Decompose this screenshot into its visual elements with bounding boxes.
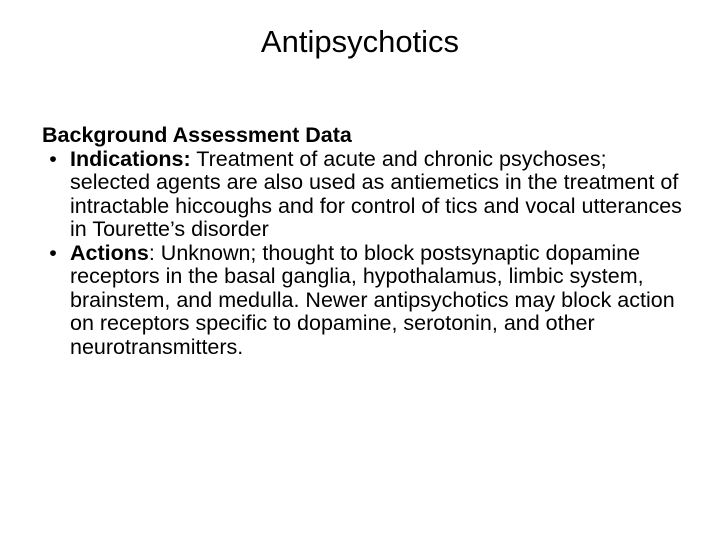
slide-content (42, 124, 682, 359)
bullet-icon: • (49, 146, 57, 171)
bullet-icon: • (49, 240, 57, 265)
bullet-indications (42, 148, 682, 242)
bullet-term: Indications: (70, 146, 191, 171)
bullet-text: : Unknown; thought to block postsynaptic dopamine receptors in the basal ganglia, hypothalamus, limbic system, brainstem, and medulla. Newer antipsychotics may block action on receptors specific to dopamine, serotonin, and other neurotransmitters. (70, 240, 675, 359)
bullet-term: Actions (70, 240, 149, 265)
slide-title: Antipsychotics (260, 24, 460, 59)
section-heading: Background Assessment Data (42, 123, 352, 147)
bullet-list (42, 148, 682, 360)
bullet-actions (42, 242, 682, 360)
bullet-text: Treatment of acute and chronic psychoses; selected agents are also used as antiemetics in the treatment of intractable hiccoughs and for control of tics and vocal utterances in Tourette’s disorder (70, 146, 682, 241)
